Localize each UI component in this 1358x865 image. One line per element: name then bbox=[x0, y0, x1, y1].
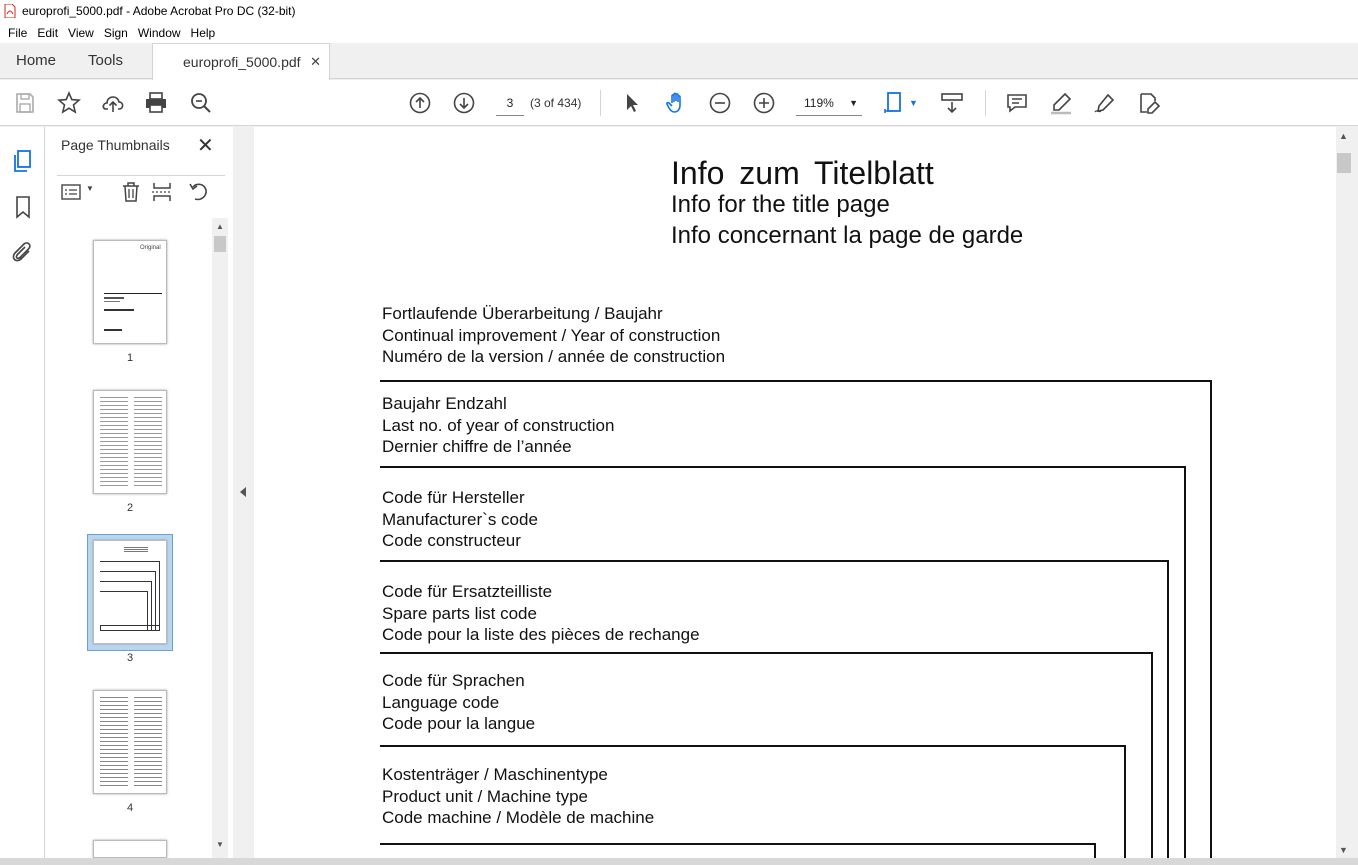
section-1-en: Continual improvement / Year of construction bbox=[382, 325, 721, 345]
toolbar-separator-2 bbox=[985, 90, 986, 116]
save-button[interactable] bbox=[12, 90, 38, 116]
minus-circle-icon bbox=[708, 91, 732, 115]
section-4-de: Code für Ersatzteilliste bbox=[382, 582, 553, 601]
section-2-de: Baujahr Endzahl bbox=[382, 394, 507, 413]
thumbnail-label-1: 1 bbox=[126, 352, 134, 364]
bracket-vline-2 bbox=[1184, 466, 1186, 865]
bookmark-icon[interactable] bbox=[11, 195, 35, 219]
window-titlebar bbox=[0, 0, 1358, 22]
sign-button[interactable] bbox=[1092, 90, 1118, 116]
zoom-value: 119% bbox=[804, 96, 834, 110]
thumbnail-options-chevron-icon[interactable]: ▼ bbox=[86, 184, 94, 193]
bottom-edge bbox=[0, 858, 1358, 865]
page-heading: Info zum Titelblatt bbox=[671, 155, 934, 191]
bracket-line-3 bbox=[380, 560, 1169, 562]
highlighter-icon bbox=[1049, 91, 1073, 115]
section-4 bbox=[382, 581, 700, 646]
bracket-vline-3 bbox=[1167, 560, 1169, 865]
section-6-de: Kostenträger / Maschinentype bbox=[382, 765, 608, 784]
upload-cloud-button[interactable] bbox=[100, 90, 126, 116]
panel-splitter[interactable] bbox=[233, 127, 254, 865]
menu-file[interactable]: File bbox=[8, 25, 28, 40]
section-3-en: Manufacturer`s code bbox=[382, 509, 538, 529]
thumbnails-scroll-thumb[interactable] bbox=[214, 236, 226, 252]
page-subheading-fr: Info concernant la page de garde bbox=[671, 222, 1024, 249]
zoom-in-button[interactable] bbox=[751, 90, 777, 116]
bracket-line-4 bbox=[380, 652, 1153, 654]
arrow-down-circle-icon bbox=[452, 91, 476, 115]
page-number-input[interactable]: 3 bbox=[496, 90, 524, 116]
document-scrollbar[interactable] bbox=[1336, 127, 1352, 865]
bracket-line-5 bbox=[380, 745, 1126, 747]
menu-window[interactable]: Window bbox=[137, 25, 181, 40]
navigation-rail bbox=[0, 127, 45, 865]
chevron-down-icon: ▼ bbox=[849, 98, 858, 108]
section-5-fr: Code pour la langue bbox=[382, 714, 536, 733]
delete-trash-icon[interactable] bbox=[120, 181, 142, 203]
zoom-out-button[interactable] bbox=[707, 90, 733, 116]
rotate-icon[interactable] bbox=[188, 181, 210, 203]
thumbnail-page-3[interactable] bbox=[93, 540, 167, 644]
tab-document-label: europrofi_5000.pdf bbox=[183, 54, 301, 70]
thumbnail-page-5[interactable] bbox=[93, 840, 167, 858]
scroll-down-arrow-icon[interactable]: ▼ bbox=[216, 840, 224, 849]
thumbnail-page-4[interactable] bbox=[93, 690, 167, 794]
cloud-upload-icon bbox=[101, 91, 125, 115]
scrolling-mode-button[interactable] bbox=[939, 90, 965, 116]
section-6-fr: Code machine / Modèle de machine bbox=[382, 808, 655, 827]
thumbnails-scrollbar[interactable] bbox=[212, 218, 228, 858]
document-view[interactable] bbox=[254, 127, 1336, 865]
section-3-fr: Code constructeur bbox=[382, 531, 521, 550]
doc-scroll-thumb[interactable] bbox=[1337, 153, 1351, 173]
pdf-file-icon bbox=[4, 4, 16, 18]
menu-edit[interactable]: Edit bbox=[37, 25, 59, 40]
edit-doc-icon bbox=[1137, 91, 1161, 115]
bookmark-star-button[interactable] bbox=[56, 90, 82, 116]
bracket-vline-4 bbox=[1151, 652, 1153, 865]
save-icon bbox=[13, 91, 37, 115]
collapse-panel-arrow-icon[interactable] bbox=[240, 487, 246, 497]
bracket-vline-5 bbox=[1124, 745, 1126, 865]
find-button[interactable] bbox=[188, 90, 214, 116]
doc-scroll-up-arrow-icon[interactable]: ▲ bbox=[1339, 131, 1348, 141]
section-4-fr: Code pour la liste des pièces de rechange bbox=[382, 625, 700, 644]
pen-sign-icon bbox=[1093, 91, 1117, 115]
comment-icon bbox=[1005, 91, 1029, 115]
thumbnails-panel-title: Page Thumbnails bbox=[61, 137, 170, 153]
tab-tools[interactable]: Tools bbox=[88, 52, 124, 69]
page-thumbnails-icon[interactable] bbox=[11, 149, 35, 173]
select-tool-button[interactable] bbox=[619, 90, 645, 116]
section-2-fr: Dernier chiffre de l’année bbox=[382, 437, 572, 456]
thumbnail-label-3: 3 bbox=[126, 652, 134, 664]
hand-icon bbox=[664, 91, 688, 115]
zoom-search-icon bbox=[189, 91, 213, 115]
section-5 bbox=[382, 670, 535, 735]
comment-button[interactable] bbox=[1004, 90, 1030, 116]
bracket-vline-1 bbox=[1210, 380, 1212, 865]
section-3-de: Code für Hersteller bbox=[382, 488, 525, 507]
section-1-de: Fortlaufende Überarbeitung / Baujahr bbox=[382, 304, 663, 323]
section-6-en: Product unit / Machine type bbox=[382, 786, 589, 806]
thumbnail-label-2: 2 bbox=[126, 502, 134, 514]
section-2-en: Last no. of year of construction bbox=[382, 415, 615, 435]
arrow-up-circle-icon bbox=[408, 91, 432, 115]
page-subheading-en: Info for the title page bbox=[671, 191, 890, 218]
close-panel-icon[interactable]: ✕ bbox=[197, 135, 214, 157]
page-display-chevron-icon[interactable]: ▼ bbox=[909, 98, 918, 108]
page-display-button[interactable] bbox=[882, 90, 908, 116]
tab-home[interactable]: Home bbox=[16, 52, 57, 69]
fill-sign-button[interactable] bbox=[1136, 90, 1162, 116]
thumbnail-options-icon[interactable] bbox=[61, 182, 83, 202]
menu-bar bbox=[0, 22, 1358, 43]
menu-sign[interactable]: Sign bbox=[103, 25, 128, 40]
bracket-line-6 bbox=[380, 843, 1096, 845]
thumbnail-page-1[interactable]: Original bbox=[93, 240, 167, 344]
section-1-fr: Numéro de la version / année de construction bbox=[382, 347, 726, 366]
cursor-arrow-icon bbox=[620, 91, 644, 115]
close-tab-icon[interactable]: ✕ bbox=[310, 54, 321, 69]
plus-circle-icon bbox=[752, 91, 776, 115]
scroll-mode-icon bbox=[940, 91, 964, 115]
section-5-de: Code für Sprachen bbox=[382, 671, 525, 690]
bracket-line-1 bbox=[380, 380, 1212, 382]
fit-page-icon bbox=[883, 91, 907, 115]
print-button[interactable] bbox=[143, 90, 169, 116]
section-4-en: Spare parts list code bbox=[382, 603, 537, 623]
tab-document[interactable] bbox=[152, 43, 330, 80]
thumbnail-page-2[interactable] bbox=[93, 390, 167, 494]
star-icon bbox=[57, 91, 81, 115]
scroll-up-arrow-icon[interactable]: ▲ bbox=[216, 222, 224, 231]
menu-help[interactable]: Help bbox=[190, 25, 216, 40]
hand-tool-button[interactable] bbox=[663, 90, 689, 116]
section-1 bbox=[382, 303, 725, 368]
toolbar-separator bbox=[600, 90, 601, 116]
thumbnail-tools bbox=[57, 175, 225, 205]
menu-view[interactable]: View bbox=[68, 25, 94, 40]
zoom-select[interactable] bbox=[796, 90, 862, 116]
section-3 bbox=[382, 487, 538, 552]
section-6 bbox=[382, 764, 654, 829]
previous-page-button[interactable] bbox=[407, 90, 433, 116]
bracket-line-2 bbox=[380, 466, 1186, 468]
attachment-paperclip-icon[interactable] bbox=[11, 240, 35, 264]
window-title: europrofi_5000.pdf - Adobe Acrobat Pro DC (32-bit) bbox=[22, 4, 296, 18]
page-count: (3 of 434) bbox=[530, 96, 582, 110]
section-2 bbox=[382, 393, 614, 458]
extract-pages-icon[interactable] bbox=[151, 181, 173, 203]
highlight-button[interactable] bbox=[1048, 90, 1074, 116]
printer-icon bbox=[144, 91, 168, 115]
next-page-button[interactable] bbox=[451, 90, 477, 116]
section-5-en: Language code bbox=[382, 692, 500, 712]
tab-bar bbox=[0, 43, 1358, 79]
doc-scroll-down-arrow-icon[interactable]: ▼ bbox=[1339, 845, 1348, 855]
thumbnail-label-4: 4 bbox=[126, 802, 134, 814]
